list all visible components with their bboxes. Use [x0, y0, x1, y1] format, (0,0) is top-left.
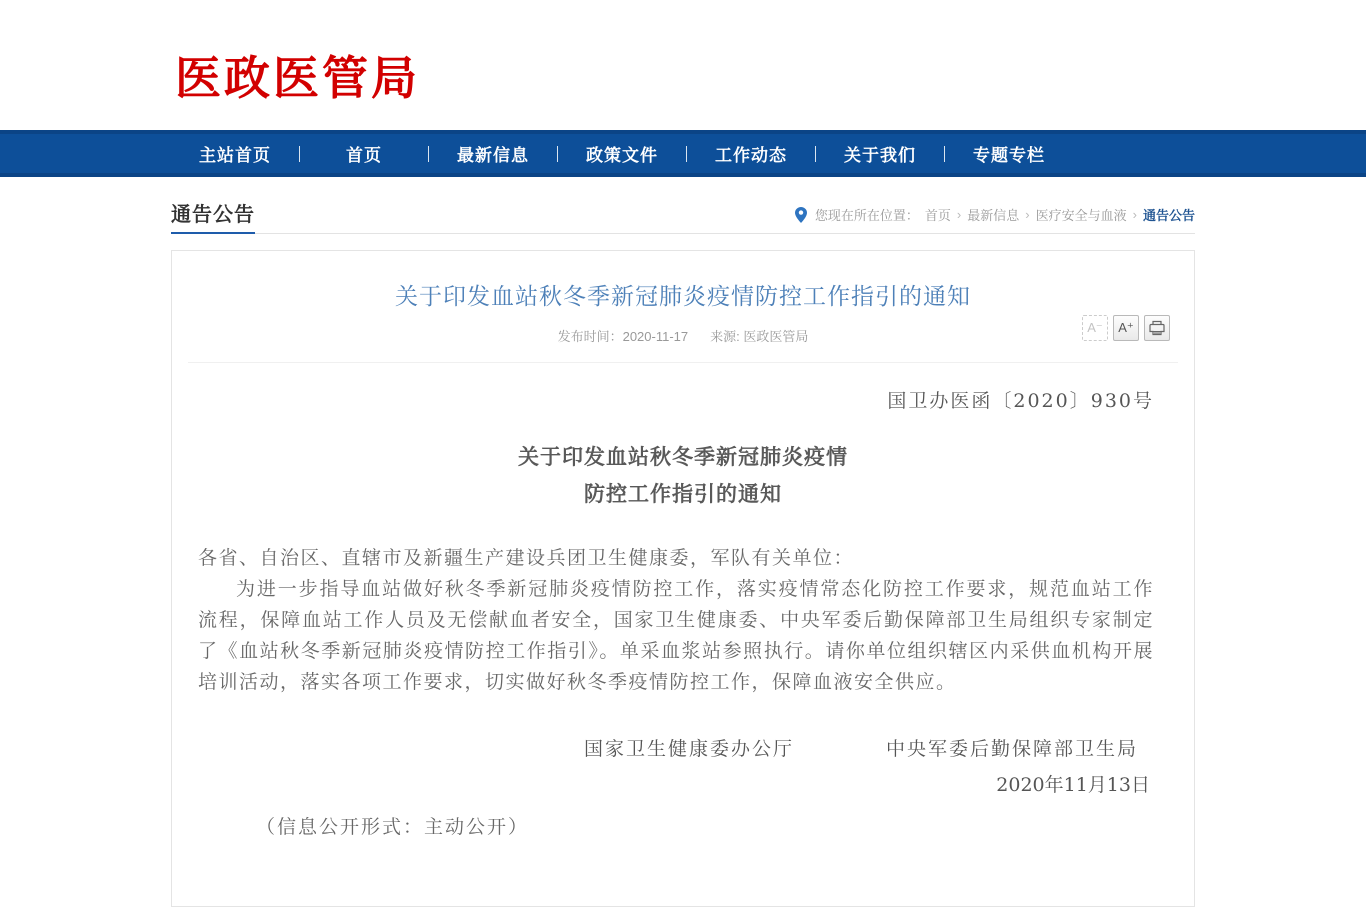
printer-icon — [1149, 320, 1165, 336]
body-paragraph: 为进一步指导血站做好秋冬季新冠肺炎疫情防控工作，落实疫情常态化防控工作要求，规范血站工作流程，保障血站工作人员及无偿献血者安全，国家卫生健康委、中央军委后勤保障部卫生局组织专家制定了《血站秋冬季新冠肺炎疫情防控工作指引》。单采血浆站参照执行。请你单位组织辖区内采供血机构开展培训活动，落实各项工作要求，切实做好秋冬季疫情防控工作，保障血液安全供应。 — [198, 578, 1154, 693]
print-button[interactable] — [1144, 315, 1170, 341]
source-label: 来源: — [710, 329, 740, 344]
publish-time-value: 2020-11-17 — [622, 329, 689, 344]
main-navbar — [0, 130, 1366, 177]
document-body — [198, 543, 1154, 698]
source-value: 医政医管局 — [743, 329, 809, 344]
document-title — [172, 439, 1194, 513]
location-pin-icon — [795, 207, 807, 223]
breadcrumb-separator: › — [1025, 207, 1030, 222]
salutation-paragraph: 各省、自治区、直辖市及新疆生产建设兵团卫生健康委，军队有关单位： — [198, 547, 855, 569]
title-divider — [188, 362, 1178, 363]
breadcrumb-current: 通告公告 — [1142, 208, 1195, 223]
nav-inner — [171, 134, 1195, 173]
nav-item-policy-documents[interactable]: 政策文件 — [586, 146, 658, 165]
section-header-row — [171, 198, 1195, 234]
signature-right: 中央军委后勤保障部卫生局 — [885, 738, 1138, 760]
nav-item-home[interactable]: 首页 — [346, 146, 382, 165]
article-toolbar — [1082, 315, 1170, 341]
breadcrumb-separator: › — [956, 207, 962, 222]
breadcrumb — [795, 205, 1195, 233]
article-title: 关于印发血站秋冬季新冠肺炎疫情防控工作指引的通知 — [395, 283, 971, 309]
nav-item-main-home[interactable]: 主站首页 — [199, 146, 271, 165]
breadcrumb-label: 您现在所在位置： — [814, 208, 919, 223]
breadcrumb-separator: › — [1132, 207, 1137, 222]
document-title-line1: 关于印发血站秋冬季新冠肺炎疫情 — [518, 446, 848, 469]
nav-item-special-topics[interactable]: 专题专栏 — [973, 146, 1045, 165]
disclosure-note: （信息公开形式：主动公开） — [256, 816, 530, 838]
document-number: 国卫办医函〔2020〕930号 — [887, 390, 1154, 412]
nav-item-work-dynamics[interactable]: 工作动态 — [715, 146, 787, 165]
signature-left: 国家卫生健康委办公厅 — [583, 738, 794, 760]
breadcrumb-item-medical-safety-blood[interactable]: 医疗安全与血液 — [1035, 208, 1127, 223]
site-logo[interactable]: 医政医管局 — [175, 52, 420, 104]
breadcrumb-item-latest-news[interactable]: 最新信息 — [967, 208, 1020, 223]
signature-row — [172, 734, 1138, 761]
signature-date: 2020年11月13日 — [996, 774, 1150, 796]
publish-time-label: 发布时间： — [557, 329, 623, 344]
font-decrease-button[interactable]: A⁻ — [1082, 315, 1108, 341]
article-container — [171, 250, 1195, 907]
nav-item-latest-news[interactable]: 最新信息 — [457, 146, 529, 165]
site-header — [0, 0, 1366, 130]
article-meta — [172, 326, 1194, 345]
breadcrumb-item-home[interactable]: 首页 — [924, 208, 951, 223]
document-title-line2: 防控工作指引的通知 — [584, 483, 782, 506]
nav-item-about-us[interactable]: 关于我们 — [844, 146, 916, 165]
page-title: 通告公告 — [171, 198, 255, 234]
font-increase-button[interactable]: A⁺ — [1113, 315, 1139, 341]
